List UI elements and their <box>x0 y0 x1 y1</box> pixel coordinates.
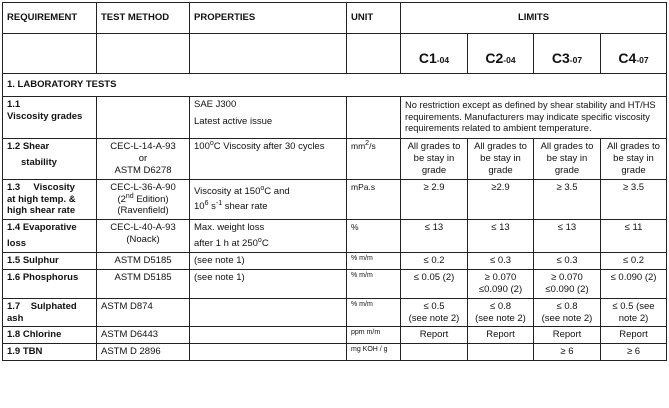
limit-cell: ≥ 0.070 ≤0.090 (2) <box>468 269 534 298</box>
section-title: 1. LABORATORY TESTS <box>3 74 667 97</box>
blank-cell <box>97 34 190 74</box>
properties-cell: 100$^o$C Viscosity after 30 cycles <box>190 139 347 180</box>
method-cell: ASTM D5185 <box>97 269 190 298</box>
grade-c1: C1-04 <box>401 34 468 74</box>
requirement-cell: 1.4 Evaporative loss <box>3 220 97 253</box>
grade-c2: C2-04 <box>468 34 534 74</box>
header-test-method: TEST METHOD <box>97 3 190 34</box>
blank-cell <box>190 34 347 74</box>
unit-cell: % <box>347 220 401 253</box>
grade-c4: C4-07 <box>601 34 667 74</box>
method-cell: ASTM D 2896 <box>97 344 190 361</box>
header-properties: PROPERTIES <box>190 3 347 34</box>
method-cell: CEC-L-36-A-90 (2nd Edition) (Ravenfield) <box>97 179 190 220</box>
limit-cell: ≤ 0.05 (2) <box>401 269 468 298</box>
blank-cell <box>3 34 97 74</box>
properties-cell: Viscosity at 150$^o$C and $10^6$ $s^{-1}$ shear rate <box>190 179 347 220</box>
limit-cell: ≤ 13 <box>534 220 601 253</box>
limit-cell: ≥ 2.9 <box>401 179 468 220</box>
unit-cell <box>347 97 401 139</box>
requirement-cell: 1.1 Viscosity grades <box>3 97 97 139</box>
table-row <box>3 344 667 361</box>
limit-cell: Report <box>468 327 534 344</box>
limit-cell: ≤ 0.5 (see note 2) <box>601 298 667 327</box>
limit-cell: ≥ 6 <box>534 344 601 361</box>
method-cell: ASTM D6443 <box>97 327 190 344</box>
limit-cell: ≤ 13 <box>401 220 468 253</box>
limit-cell: All grades to be stay in grade <box>401 139 468 180</box>
limits-table <box>2 2 667 361</box>
requirement-cell: 1.2 Shear stability <box>3 139 97 180</box>
table-row <box>3 179 667 220</box>
table-row <box>3 220 667 253</box>
limit-cell: All grades to be stay in grade <box>534 139 601 180</box>
limit-cell: No restriction except as defined by shear stability and HT/HS requirements. Manufacturers may indicate specific viscosity requirements related to ambient temperature. <box>401 97 667 139</box>
properties-cell: (see note 1) <box>190 253 347 270</box>
limit-cell: ≤ 0.5 (see note 2) <box>401 298 468 327</box>
unit-cell: mg KOH / g <box>347 344 401 361</box>
unit-cell: mPa.s <box>347 179 401 220</box>
header-requirement: REQUIREMENT <box>3 3 97 34</box>
limit-cell: Report <box>601 327 667 344</box>
limit-cell: ≥ 6 <box>601 344 667 361</box>
limit-cell: ≤ 0.3 <box>468 253 534 270</box>
header-limits: LIMITS <box>401 3 667 34</box>
properties-cell: (see note 1) <box>190 269 347 298</box>
limit-cell: ≤ 0.090 (2) <box>601 269 667 298</box>
method-cell: ASTM D874 <box>97 298 190 327</box>
limit-cell: ≤ 0.2 <box>401 253 468 270</box>
properties-cell: SAE J300 Latest active issue <box>190 97 347 139</box>
properties-cell: Max. weight loss after 1 h at 250$^o$C <box>190 220 347 253</box>
limit-cell: ≥ 3.5 <box>601 179 667 220</box>
header-unit: UNIT <box>347 3 401 34</box>
limit-cell: All grades to be stay in grade <box>601 139 667 180</box>
method-cell <box>97 97 190 139</box>
table-row <box>3 253 667 270</box>
requirement-cell: 1.8 Chlorine <box>3 327 97 344</box>
limit-cell: ≤ 0.8 (see note 2) <box>468 298 534 327</box>
table-row <box>3 269 667 298</box>
limit-cell: Report <box>401 327 468 344</box>
requirement-cell: 1.5 Sulphur <box>3 253 97 270</box>
unit-cell: % m/m <box>347 269 401 298</box>
limit-cell: ≥2.9 <box>468 179 534 220</box>
limit-cell: All grades to be stay in grade <box>468 139 534 180</box>
limit-cell: Report <box>534 327 601 344</box>
limit-cell <box>468 344 534 361</box>
requirement-cell: 1.3 Viscosity at high temp. & high shear rate <box>3 179 97 220</box>
method-cell: CEC-L-40-A-93 (Noack) <box>97 220 190 253</box>
section-row <box>3 74 667 97</box>
grade-c3: C3-07 <box>534 34 601 74</box>
limit-cell: ≤ 0.3 <box>534 253 601 270</box>
properties-cell <box>190 298 347 327</box>
limit-cell: ≤ 13 <box>468 220 534 253</box>
grade-row <box>3 34 667 74</box>
requirement-cell: 1.7 Sulphated ash <box>3 298 97 327</box>
table-row <box>3 139 667 180</box>
table-row <box>3 97 667 139</box>
table-row <box>3 298 667 327</box>
limit-cell: ≤ 11 <box>601 220 667 253</box>
limit-cell: ≤ 0.2 <box>601 253 667 270</box>
method-cell: ASTM D5185 <box>97 253 190 270</box>
properties-cell <box>190 327 347 344</box>
limit-cell: ≥ 0.070 ≤0.090 (2) <box>534 269 601 298</box>
unit-cell: % m/m <box>347 253 401 270</box>
properties-cell <box>190 344 347 361</box>
table-row <box>3 327 667 344</box>
unit-cell: % m/m <box>347 298 401 327</box>
requirement-cell: 1.6 Phosphorus <box>3 269 97 298</box>
limit-cell <box>401 344 468 361</box>
unit-cell: ppm m/m <box>347 327 401 344</box>
header-row <box>3 3 667 34</box>
blank-cell <box>347 34 401 74</box>
limit-cell: ≤ 0.8 (see note 2) <box>534 298 601 327</box>
limit-cell: ≥ 3.5 <box>534 179 601 220</box>
method-cell: CEC-L-14-A-93 or ASTM D6278 <box>97 139 190 180</box>
requirement-cell: 1.9 TBN <box>3 344 97 361</box>
unit-cell: $mm^2/s$ <box>347 139 401 180</box>
